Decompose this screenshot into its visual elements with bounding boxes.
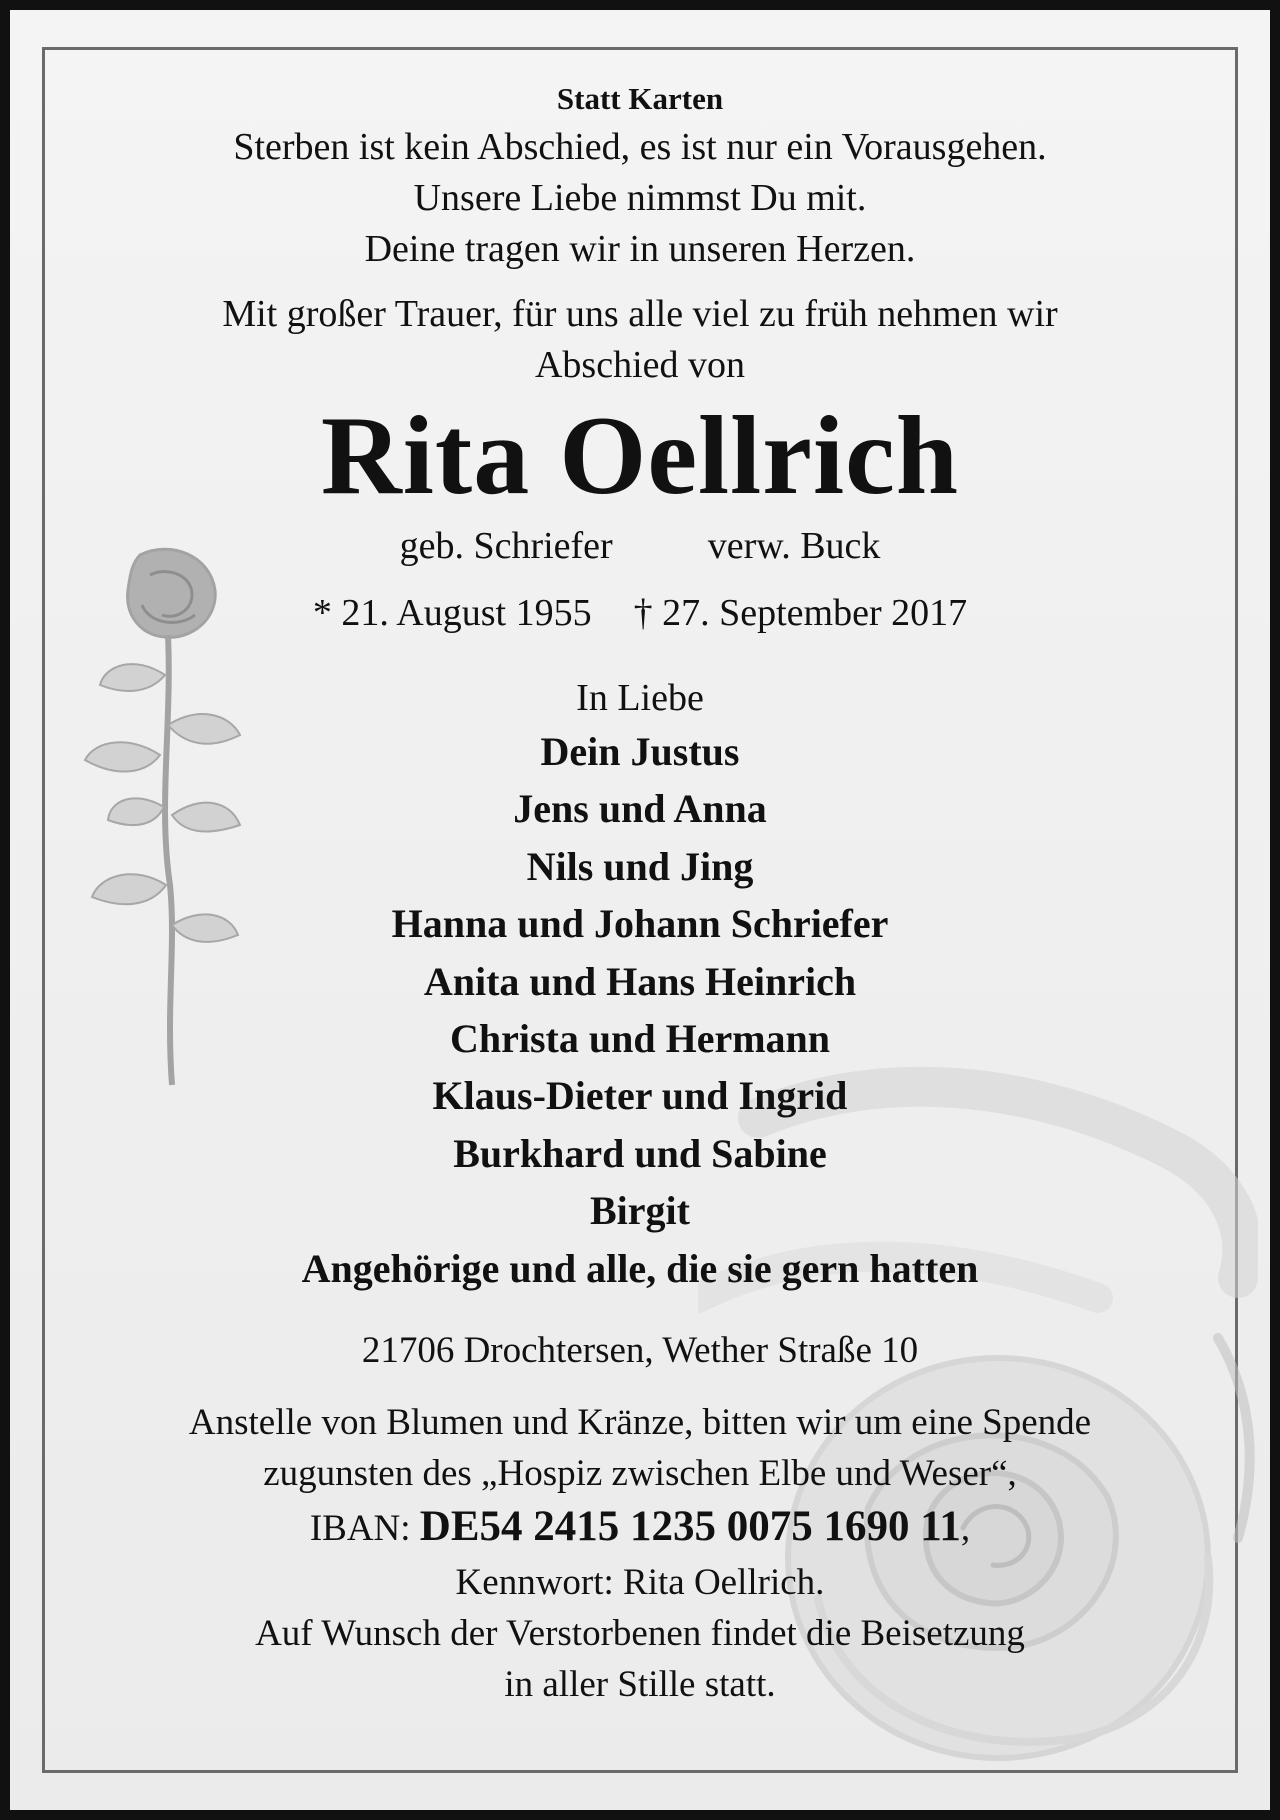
donation-request <box>10 1397 1270 1710</box>
death-date: † 27. September 2017 <box>633 592 968 634</box>
mourner: Nils und Jing <box>526 843 754 889</box>
deceased-name: Rita Oellrich <box>320 394 960 518</box>
mourners-list <box>10 723 1270 1297</box>
mourner: Dein Justus <box>540 729 740 774</box>
mourner: Hanna und Johann Schriefer <box>391 901 889 947</box>
birth-date: * 21. August 1955 <box>312 592 592 634</box>
iban-number: DE54 2415 1235 0075 1690 11 <box>419 1503 961 1551</box>
notice-text <box>10 76 1270 1710</box>
intro <box>10 289 1270 391</box>
intro-line: Abschied von <box>534 344 746 386</box>
header-statt-karten: Statt Karten <box>556 81 724 116</box>
burial-line: in aller Stille statt. <box>504 1664 776 1706</box>
mourner: Christa und Hermann <box>449 1016 831 1062</box>
mourner: Anita und Hans Heinrich <box>423 958 857 1004</box>
iban-line <box>10 1499 1270 1557</box>
in-love-label: In Liebe <box>576 677 704 719</box>
verse-line: Sterben ist kein Abschied, es ist nur ein Vorausgehen. <box>233 126 1047 168</box>
donation-line: Anstelle von Blumen und Kränze, bitten wir um eine Spende <box>188 1402 1092 1444</box>
address: 21706 Drochtersen, Wether Straße 10 <box>361 1330 919 1372</box>
verse-line: Unsere Liebe nimmst Du mit. <box>413 177 867 219</box>
verse <box>10 122 1270 275</box>
life-dates <box>10 587 1270 639</box>
iban-label: IBAN: <box>309 1508 420 1550</box>
mourner: Angehörige und alle, die sie gern hatten <box>301 1245 979 1291</box>
burial-line: Auf Wunsch der Verstorbenen findet die Beisetzung <box>255 1613 1025 1655</box>
mourner: Birgit <box>590 1188 690 1234</box>
mourner: Burkhard und Sabine <box>453 1130 827 1176</box>
donation-line: zugunsten des „Hospiz zwischen Elbe und Weser“, <box>263 1453 1017 1495</box>
mourner: Klaus-Dieter und Ingrid <box>432 1073 848 1119</box>
name-history <box>10 521 1270 571</box>
mourner: Jens und Anna <box>513 786 767 832</box>
maiden-name: geb. Schriefer <box>399 525 613 567</box>
intro-line: Mit großer Trauer, für uns alle viel zu früh nehmen wir <box>222 293 1058 335</box>
verse-line: Deine tragen wir in unseren Herzen. <box>364 228 916 270</box>
iban-suffix: , <box>960 1508 971 1550</box>
widowed-name: verw. Buck <box>707 525 881 567</box>
donation-keyword: Kennwort: Rita Oellrich. <box>455 1562 825 1604</box>
